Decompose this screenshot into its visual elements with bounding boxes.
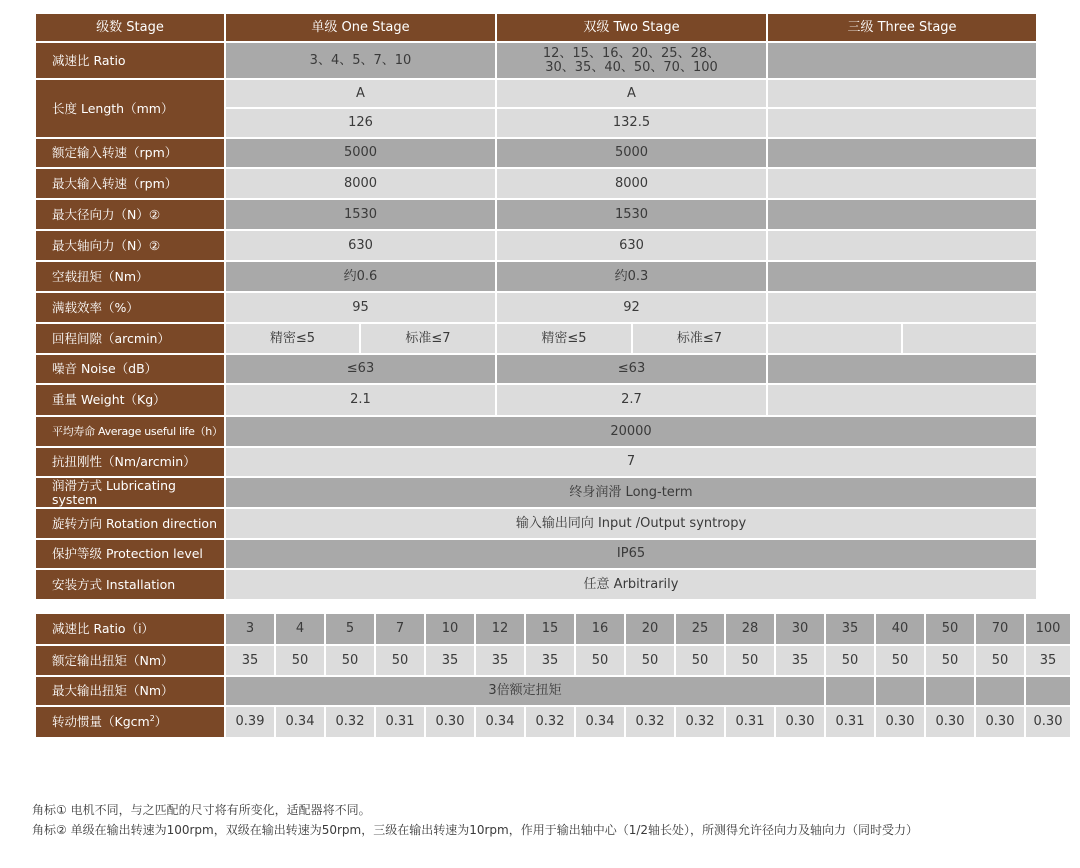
ratio-value: 50 (926, 614, 974, 644)
spec-row-stage1: 1530 (226, 200, 495, 229)
full-row-label (36, 509, 224, 538)
rated-torque-value: 35 (1026, 646, 1070, 675)
full-row-label (36, 540, 224, 568)
backlash-stage3-b (903, 324, 1036, 353)
full-width-row (36, 478, 1036, 507)
length-stage1-a: A (226, 80, 495, 107)
spec-row (36, 139, 1036, 167)
full-width-row (36, 540, 1036, 568)
full-width-row (36, 417, 1036, 446)
inertia-value: 0.32 (526, 707, 574, 737)
spec-row (36, 231, 1036, 260)
rated-torque-value: 50 (576, 646, 624, 675)
stage3-header: 三级 Three Stage (768, 14, 1036, 41)
backlash-stage1-precise: 精密≤5 (226, 324, 359, 353)
spec-row-stage3 (768, 231, 1036, 260)
inertia-value: 0.39 (226, 707, 274, 737)
full-row-label-text: 旋转方向 Rotation direction (52, 515, 218, 531)
ratio-value: 28 (726, 614, 774, 644)
spec-row-stage3 (768, 169, 1036, 198)
ratio-value: 100 (1026, 614, 1070, 644)
ratio-value: 4 (276, 614, 324, 644)
inertia-value: 0.34 (576, 707, 624, 737)
max-torque-value: 3倍额定扭矩 (226, 677, 824, 705)
spec-row-stage2: 92 (497, 293, 766, 322)
backlash-stage1-standard: 标准≤7 (361, 324, 495, 353)
ratio-label: 减速比 Ratio (36, 43, 224, 78)
max-torque-empty (826, 677, 874, 705)
footnote-1: 角标① 电机不同，与之匹配的尺寸将有所变化，适配器将不同。 (32, 803, 371, 817)
inertia-value: 0.32 (326, 707, 374, 737)
inertia-value: 0.31 (376, 707, 424, 737)
full-row-label-text: 润滑方式 Lubricating system (52, 478, 176, 507)
spec-row (36, 169, 1036, 198)
length-stage2-a: A (497, 80, 766, 107)
rated-torque-value: 50 (376, 646, 424, 675)
ratio-stage2-line1: 12、15、16、20、25、28、 (542, 45, 721, 61)
full-row-value: 任意 Arbitrarily (226, 570, 1036, 599)
spec-row-label: 额定输入转速（rpm） (36, 139, 224, 167)
full-row-label (36, 478, 224, 507)
spec-row (36, 200, 1036, 229)
spec-row-stage3 (768, 262, 1036, 291)
ratio-value: 20 (626, 614, 674, 644)
inertia-value: 0.30 (976, 707, 1024, 737)
footnote-2: 角标② 单级在输出转速为100rpm，双级在输出转速为50rpm，三级在输出转速为10rpm，作用于输出轴中心（1/2轴长处），所测得允许径向力及轴向力（同时受力） (32, 823, 919, 837)
ratio-stage1: 3、4、5、7、10 (226, 43, 495, 78)
length-stage1-value: 126 (226, 109, 495, 137)
inertia-value: 0.30 (1026, 707, 1070, 737)
full-row-value: IP65 (226, 540, 1036, 568)
full-row-value: 20000 (226, 417, 1036, 446)
length-stage3-a (768, 80, 1036, 107)
full-row-label (36, 448, 224, 476)
spec-row-stage1: 8000 (226, 169, 495, 198)
rated-torque-value: 50 (326, 646, 374, 675)
inertia-value: 0.31 (826, 707, 874, 737)
inertia-value: 0.30 (776, 707, 824, 737)
rated-torque-value: 50 (826, 646, 874, 675)
full-row-label (36, 570, 224, 599)
length-stage3-value (768, 109, 1036, 137)
stage1-header: 单级 One Stage (226, 14, 495, 41)
ratio-value: 35 (826, 614, 874, 644)
full-width-row (36, 448, 1036, 476)
ratio-table (34, 612, 1072, 739)
spec-row-label: 最大输入转速（rpm） (36, 169, 224, 198)
ratio-value: 25 (676, 614, 724, 644)
ratio-value: 30 (776, 614, 824, 644)
inertia-label-text: 转动惯量（Kgcm (52, 714, 150, 729)
stage2-header: 双级 Two Stage (497, 14, 766, 41)
length-stage2-value: 132.5 (497, 109, 766, 137)
max-torque-empty (926, 677, 974, 705)
spec-row-stage2: 630 (497, 231, 766, 260)
spec-table (34, 12, 1038, 601)
rated-torque-value: 35 (426, 646, 474, 675)
rated-torque-value: 35 (776, 646, 824, 675)
rated-torque-value: 50 (726, 646, 774, 675)
inertia-value: 0.30 (426, 707, 474, 737)
rated-torque-value: 50 (626, 646, 674, 675)
length-label: 长度 Length（mm） (36, 80, 224, 137)
backlash-stage2-standard: 标准≤7 (633, 324, 766, 353)
rated-torque-value: 35 (526, 646, 574, 675)
noise-stage2: ≤63 (497, 355, 766, 383)
inertia-value: 0.30 (926, 707, 974, 737)
spec-row-stage1: 5000 (226, 139, 495, 167)
full-row-label-text: 安装方式 Installation (52, 576, 176, 592)
full-row-value: 输入输出同向 Input /Output syntropy (226, 509, 1036, 538)
weight-stage3 (768, 385, 1036, 415)
weight-stage1: 2.1 (226, 385, 495, 415)
weight-stage2: 2.7 (497, 385, 766, 415)
rated-torque-label: 额定输出扭矩（Nm） (36, 646, 224, 675)
full-width-row (36, 509, 1036, 538)
max-torque-empty (1026, 677, 1070, 705)
rated-torque-value: 35 (226, 646, 274, 675)
rated-torque-value: 50 (976, 646, 1024, 675)
max-torque-label: 最大输出扭矩（Nm） (36, 677, 224, 705)
ratio-stage3 (768, 43, 1036, 78)
inertia-value: 0.31 (726, 707, 774, 737)
spec-row-label: 最大轴向力（N）② (36, 231, 224, 260)
full-width-row (36, 570, 1036, 599)
ratio-value: 16 (576, 614, 624, 644)
inertia-label (36, 707, 224, 737)
spec-row (36, 262, 1036, 291)
backlash-label: 回程间隙（arcmin） (36, 324, 224, 353)
backlash-stage2-precise: 精密≤5 (497, 324, 631, 353)
footnotes (32, 800, 918, 840)
spec-row-stage3 (768, 293, 1036, 322)
spec-row-stage2: 约0.3 (497, 262, 766, 291)
inertia-value: 0.32 (676, 707, 724, 737)
spec-row-label: 最大径向力（N）② (36, 200, 224, 229)
spec-row-stage2: 5000 (497, 139, 766, 167)
inertia-label-sup: 2 (149, 713, 155, 723)
ratio-value: 5 (326, 614, 374, 644)
ratio-i-label: 减速比 Ratio（i） (36, 614, 224, 644)
spec-row-label: 空载扭矩（Nm） (36, 262, 224, 291)
rated-torque-value: 50 (676, 646, 724, 675)
rated-torque-value: 50 (276, 646, 324, 675)
full-row-label-text: 平均寿命 Average useful life（h） (52, 425, 223, 438)
ratio-value: 12 (476, 614, 524, 644)
ratio-value: 70 (976, 614, 1024, 644)
weight-label: 重量 Weight（Kg） (36, 385, 224, 415)
inertia-value: 0.30 (876, 707, 924, 737)
inertia-label-close: ） (154, 714, 168, 729)
inertia-value: 0.32 (626, 707, 674, 737)
ratio-value: 15 (526, 614, 574, 644)
backlash-stage3-a (768, 324, 901, 353)
rated-torque-value: 35 (476, 646, 524, 675)
spec-row-stage3 (768, 200, 1036, 229)
ratio-value: 7 (376, 614, 424, 644)
spec-row (36, 293, 1036, 322)
noise-stage1: ≤63 (226, 355, 495, 383)
spec-row-stage1: 95 (226, 293, 495, 322)
spec-row-stage2: 1530 (497, 200, 766, 229)
inertia-value: 0.34 (476, 707, 524, 737)
spec-row-stage1: 约0.6 (226, 262, 495, 291)
noise-label: 噪音 Noise（dB） (36, 355, 224, 383)
inertia-value: 0.34 (276, 707, 324, 737)
ratio-value: 10 (426, 614, 474, 644)
max-torque-empty (976, 677, 1024, 705)
ratio-value: 3 (226, 614, 274, 644)
full-row-label (36, 417, 224, 446)
full-row-value: 终身润滑 Long-term (226, 478, 1036, 507)
max-torque-empty (876, 677, 924, 705)
full-row-label-text: 保护等级 Protection level (52, 546, 203, 561)
spec-row-stage3 (768, 139, 1036, 167)
full-row-value: 7 (226, 448, 1036, 476)
noise-stage3 (768, 355, 1036, 383)
ratio-value: 40 (876, 614, 924, 644)
ratio-stage2-line2: 30、35、40、50、70、100 (545, 59, 718, 75)
spec-row-stage1: 630 (226, 231, 495, 260)
rated-torque-value: 50 (926, 646, 974, 675)
spec-row-stage2: 8000 (497, 169, 766, 198)
rated-torque-value: 50 (876, 646, 924, 675)
spec-row-label: 满载效率（%） (36, 293, 224, 322)
stage-header-label: 级数 Stage (36, 14, 224, 41)
ratio-stage2 (497, 43, 766, 78)
full-row-label-text: 抗扭刚性（Nm/arcmin） (52, 454, 196, 469)
